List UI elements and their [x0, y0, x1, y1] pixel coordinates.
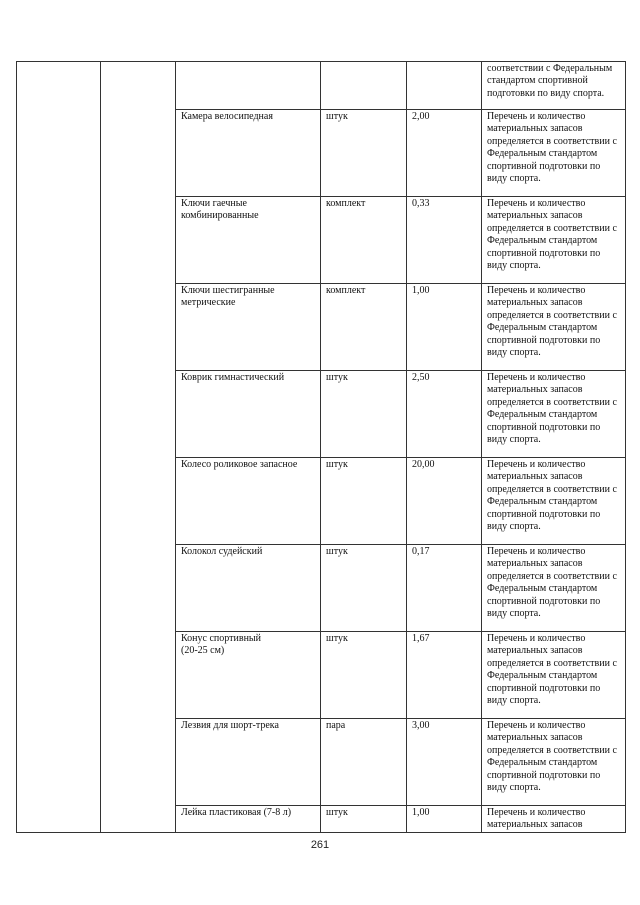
note-cell: Перечень и количество материальных запасов определяется в соответствии с Федеральным стандартом спортивной подготовки по виду спорта. — [482, 545, 626, 632]
unit-cell: штук — [321, 806, 407, 833]
note-cell: Перечень и количество материальных запасов определяется в соответствии с Федеральным стандартом спортивной подготовки по виду спорта. — [482, 458, 626, 545]
note-cell: соответствии с Федеральным стандартом спортивной подготовки по виду спорта. — [482, 62, 626, 110]
merged-cell-col1 — [17, 62, 101, 833]
unit-cell: штук — [321, 371, 407, 458]
note-cell: Перечень и количество материальных запасов определяется в соответствии с Федеральным стандартом спортивной подготовки по виду спорта. — [482, 632, 626, 719]
unit-cell: штук — [321, 458, 407, 545]
note-cell: Перечень и количество материальных запасов — [482, 806, 626, 833]
item-name-cell: Лейка пластиковая (7-8 л) — [176, 806, 321, 833]
page-number: 261 — [310, 839, 330, 851]
equipment-table-body — [17, 62, 626, 833]
item-name-cell — [176, 62, 321, 110]
quantity-cell: 0,33 — [407, 197, 482, 284]
quantity-cell — [407, 62, 482, 110]
merged-cell-col2 — [101, 62, 176, 833]
note-cell: Перечень и количество материальных запасов определяется в соответствии с Федеральным стандартом спортивной подготовки по виду спорта. — [482, 197, 626, 284]
equipment-table — [16, 61, 626, 833]
quantity-cell: 3,00 — [407, 719, 482, 806]
unit-cell: пара — [321, 719, 407, 806]
unit-cell: комплект — [321, 284, 407, 371]
quantity-cell: 1,00 — [407, 284, 482, 371]
unit-cell: комплект — [321, 197, 407, 284]
item-name-cell: Конус спортивный (20-25 см) — [176, 632, 321, 719]
note-cell: Перечень и количество материальных запасов определяется в соответствии с Федеральным стандартом спортивной подготовки по виду спорта. — [482, 110, 626, 197]
note-cell: Перечень и количество материальных запасов определяется в соответствии с Федеральным стандартом спортивной подготовки по виду спорта. — [482, 719, 626, 806]
quantity-cell: 2,00 — [407, 110, 482, 197]
item-name-cell: Камера велосипедная — [176, 110, 321, 197]
quantity-cell: 20,00 — [407, 458, 482, 545]
quantity-cell: 1,67 — [407, 632, 482, 719]
unit-cell: штук — [321, 632, 407, 719]
note-cell: Перечень и количество материальных запасов определяется в соответствии с Федеральным стандартом спортивной подготовки по виду спорта. — [482, 284, 626, 371]
item-name-cell: Коврик гимнастический — [176, 371, 321, 458]
unit-cell: штук — [321, 110, 407, 197]
item-name-cell: Колесо роликовое запасное — [176, 458, 321, 545]
unit-cell: штук — [321, 545, 407, 632]
quantity-cell: 2,50 — [407, 371, 482, 458]
note-cell: Перечень и количество материальных запасов определяется в соответствии с Федеральным стандартом спортивной подготовки по виду спорта. — [482, 371, 626, 458]
item-name-cell: Лезвия для шорт-трека — [176, 719, 321, 806]
quantity-cell: 1,00 — [407, 806, 482, 833]
quantity-cell: 0,17 — [407, 545, 482, 632]
item-name-cell: Колокол судейский — [176, 545, 321, 632]
item-name-cell: Ключи гаечные комбинированные — [176, 197, 321, 284]
item-name-cell: Ключи шестигранные метрические — [176, 284, 321, 371]
unit-cell — [321, 62, 407, 110]
table-row — [17, 62, 626, 110]
